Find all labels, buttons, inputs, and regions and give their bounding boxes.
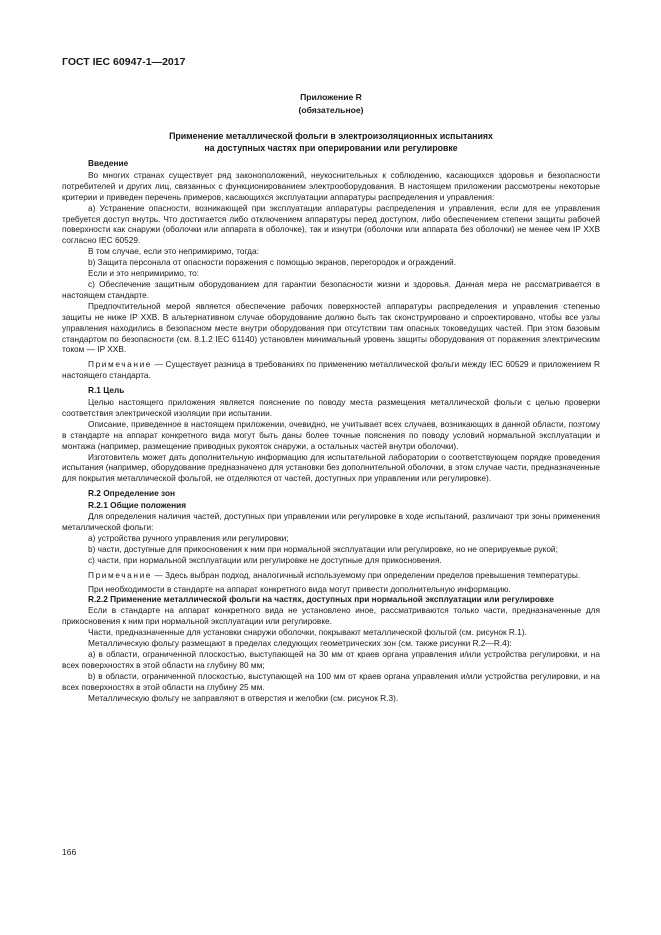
main-title-line-2: на доступных частях при оперировании или регулировке <box>204 142 458 153</box>
r21-note <box>62 570 600 581</box>
r21-paragraph-2: a) устройства ручного управления или регулировки; <box>88 532 289 543</box>
note-text: — Существует разница в требованиях по применению металлической фольги между IEC 60529 и приложением R настоящего стандарта. <box>62 359 600 381</box>
appendix-status: (обязательное) <box>298 105 364 115</box>
intro-heading: Введение <box>88 158 129 168</box>
r1-heading: R.1 Цель <box>88 385 125 396</box>
intro-paragraph-7: Предпочтительной мерой является обеспечение рабочих поверхностей аппаратуры распределения и управления степенью защиты не ниже IP XXB. В альтернативном случае оборудование должно быть так сконструировано и спроектировано, чтобы все узлы управления находились в безопасном месте внутри оборудования при отсутствии там опасных токоведущих частей. При этом базовым стандартом по безопасности (см. 8.1.2 IEC 61140) установлен минимальный уровень защиты оборудования от поражения электрическим током — IP XXB. <box>62 300 600 355</box>
r2-heading: R.2 Определение зон <box>88 488 176 499</box>
r22-paragraph-4: a) в области, ограниченной плоскостью, выступающей на 30 мм от краев органа управления и/или устройства регулировки, и на всех поверхностях в этой области на глубину 80 мм; <box>62 648 600 670</box>
main-title-line-1: Применение металлической фольги в электроизоляционных испытаниях <box>169 131 493 141</box>
r22-paragraph-2: Части, предназначенные для установки снаружи оболочки, покрывают металлической фольгой (см. рисунок R.1). <box>88 627 527 638</box>
intro-note <box>62 359 600 381</box>
r22-paragraph-5: b) в области, ограниченной плоскостью, выступающей на 100 мм от краев органа управления и/или устройства регулировки, и на всех поверхностях в этой области на глубину 25 мм. <box>62 670 600 692</box>
intro-paragraph-1: Во многих странах существует ряд законоположений, неукоснительных к соблюдению, касающихся здоровья и безопасности потребителей и других лиц, связанных с функционированием электрооборудования. В настоящем приложении рассмотрены некоторые критерии и приведен перечень примеров, касающихся эксплуатации аппаратуры распределения и управления: <box>62 169 600 202</box>
r1-paragraph-3: Изготовитель может дать дополнительную информацию для испытательной лаборатории о соответствующем порядке проведения испытания (например, оборудование предназначено для установки без дополнительной оболочки, в этом случае части, предназначенные для покрытия металлической фольгой, не отделяются от частей, доступных при управлении или регулировке). <box>62 451 600 484</box>
intro-paragraph-2: a) Устранение опасности, возникающей при эксплуатации аппаратуры распределения и управления, если для ее управления требуется доступ внутрь. Что достигается либо отключением аппаратуры перед доступом, либо обеспечением степени защиты рабочей поверхности как снаружи (оболочки или аппарата в оболочке), так и изнутри (оболочки или аппарата без оболочки) не менее чем IP XXB согласно IEC 60529. <box>62 202 600 246</box>
intro-paragraph-4: b) Защита персонала от опасности поражения с помощью экранов, перегородок и ограждений. <box>88 257 456 268</box>
main-title <box>62 131 600 154</box>
r22-heading: R.2.2 Применение металлической фольги на частях, доступных при нормальной эксплуатации или регулировке <box>88 594 554 605</box>
r21-paragraph-5: При необходимости в стандарте на аппарат конкретного вида могут привести дополнительную информацию. <box>88 583 511 594</box>
r21-paragraph-1: Для определения наличия частей, доступных при управлении или регулировке в ходе испытаний, различают три зоны применения металлической фольги: <box>62 511 600 532</box>
document-code: ГОСТ IEC 60947-1—2017 <box>62 56 186 68</box>
note-text: — Здесь выбран подход, аналогичный используемому при определении пределов превышения температуры. <box>152 569 581 580</box>
intro-paragraph-6: c) Обеспечение защитным оборудованием для гарантии безопасности жизни и здоровья. Данная мера не рассматривается в настоящем стандарте. <box>62 278 600 300</box>
r22-paragraph-1: Если в стандарте на аппарат конкретного вида не установлено иное, рассматриваются только части, предназначенные для прикосновения к ним при нормальной эксплуатации или регулировке. <box>62 605 600 627</box>
page-content <box>62 90 600 704</box>
r21-paragraph-3: b) части, доступные для прикосновения к ним при нормальной эксплуатации или регулировке, но не оперируемые рукой; <box>88 543 558 554</box>
note-label: Примечание <box>88 569 153 580</box>
note-label: Примечание <box>88 359 153 370</box>
appendix-title: Приложение R <box>300 92 362 102</box>
r21-heading: R.2.1 Общие положения <box>88 500 187 511</box>
r1-paragraph-2: Описание, приведенное в настоящем приложении, очевидно, не учитывает всех случаев, возникающих в данной области, поэтому в стандарте на аппарат конкретного вида могут быть даны более точные пояснения по поводу условий нормальной эксплуатации и монтажа (например, размещение приводных рукояток снаружи, а остальных частей внутри оболочки). <box>62 418 600 451</box>
r22-paragraph-3: Металлическую фольгу размещают в пределах следующих геометрических зон (см. также рисунки R.2—R.4): <box>88 638 512 649</box>
r22-paragraph-6: Металлическую фольгу не заправляют в отверстия и желобки (см. рисунок R.3). <box>88 692 399 703</box>
page-number: 166 <box>62 847 77 857</box>
r21-paragraph-4: c) части, при нормальной эксплуатации или регулировке не доступные для прикосновения. <box>88 554 442 565</box>
intro-paragraph-5: Если и это непримиримо, то: <box>88 268 200 279</box>
intro-paragraph-3: В том случае, если это непримиримо, тогда: <box>88 246 259 257</box>
r1-paragraph-1: Целью настоящего приложения является пояснение по поводу места размещения металлической фольги с целью проверки соответствия электрической изоляции при испытании. <box>62 397 600 418</box>
